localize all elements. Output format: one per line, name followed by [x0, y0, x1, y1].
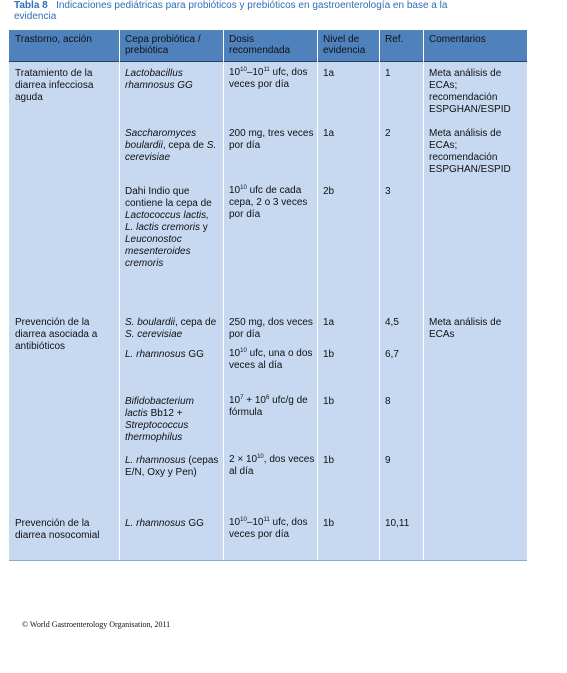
row-evidence-level: 1a [323, 68, 335, 79]
row-condition: Tratamiento de la diarrea infecciosa aguda [15, 68, 94, 103]
row-condition: Prevención de la diarrea nosocomial [15, 518, 100, 541]
row-evidence-level: 1b [323, 518, 335, 529]
row-strain: Bifidobacterium lactis Bb12 + Streptococcus thermophilus [125, 396, 194, 443]
row-ref: 4,5 [385, 317, 399, 328]
evidence-table [9, 30, 527, 560]
table-header [9, 30, 527, 62]
row-dose: $2 \times 10^{10}$, dos veces al día [229, 454, 315, 477]
header-comments: Comentarios [429, 34, 486, 45]
row-strain: Lactobacillus rhamnosus GG [125, 68, 193, 91]
row-comment: Meta análisis de ECAs; recomendación ESPGHAN/ESPID [429, 128, 511, 175]
row-comment: Meta análisis de ECAs [429, 317, 502, 340]
row-evidence-level: 1b [323, 396, 335, 407]
table-label: Tabla 8 [14, 0, 48, 11]
row-ref: 8 [385, 396, 391, 407]
row-strain: L. rhamnosus GG [125, 518, 204, 529]
row-evidence-level: 1a [323, 317, 335, 328]
row-dose: $10^{10}-10^{11}$ ufc, dos veces por día [229, 517, 308, 540]
column-divider [119, 30, 120, 560]
column-divider [317, 30, 318, 560]
row-strain: L. rhamnosus (cepas E/N, Oxy y Pen) [125, 455, 219, 478]
row-dose: $10^{10}-10^{11}$ ufc, dos veces por día [229, 67, 308, 90]
header-ref: Ref. [385, 34, 404, 45]
column-divider [423, 30, 424, 560]
copyright-footer: © World Gastroenterology Organisation, 2011 [22, 620, 171, 629]
header-evidence-level: Nivel de evidencia [323, 34, 366, 56]
row-condition: Prevención de la diarrea asociada a antibióticos [15, 317, 98, 352]
row-ref: 2 [385, 128, 391, 139]
row-dose: 250 mg, dos veces por día [229, 317, 313, 340]
row-strain: Saccharomyces boulardii, cepa de S. cerevisiae [125, 128, 217, 163]
row-evidence-level: 1a [323, 128, 335, 139]
row-evidence-level: 1b [323, 455, 335, 466]
row-ref: 6,7 [385, 349, 399, 360]
table-caption [14, 0, 484, 22]
row-dose: $10^{10}$ ufc, una o dos veces al día [229, 348, 313, 371]
column-divider [379, 30, 380, 560]
row-ref: 10,11 [385, 518, 410, 529]
row-evidence-level: 1b [323, 349, 335, 360]
row-dose: $10^7 + 10^6$ ufc/g de fórmula [229, 395, 308, 418]
row-strain: Dahi Indio que contiene la cepa de Lactococcus lactis, L. lactis cremoris y Leuconostoc mesenteroides cremoris [125, 186, 212, 269]
row-ref: 3 [385, 186, 391, 197]
table-title: Indicaciones pediátricas para probióticos y prebióticos en gastroenterología en base a la evidencia [14, 0, 448, 22]
row-strain: S. boulardii, cepa de S. cerevisiae [125, 317, 217, 340]
row-comment: Meta análisis de ECAs; recomendación ESPGHAN/ESPID [429, 68, 511, 115]
row-evidence-level: 2b [323, 186, 335, 197]
row-ref: 9 [385, 455, 391, 466]
row-dose: 200 mg, tres veces por día [229, 128, 314, 151]
row-ref: 1 [385, 68, 391, 79]
column-divider [223, 30, 224, 560]
header-strain: Cepa probiótica / prebiótica [125, 34, 201, 56]
row-strain: L. rhamnosus GG [125, 349, 204, 360]
header-condition: Trastorno, acción [15, 34, 92, 45]
row-dose: $10^{10}$ ufc de cada cepa, 2 o 3 veces por día [229, 185, 308, 220]
header-dose: Dosis recomendada [229, 34, 291, 56]
table-bottom-border [9, 560, 527, 561]
